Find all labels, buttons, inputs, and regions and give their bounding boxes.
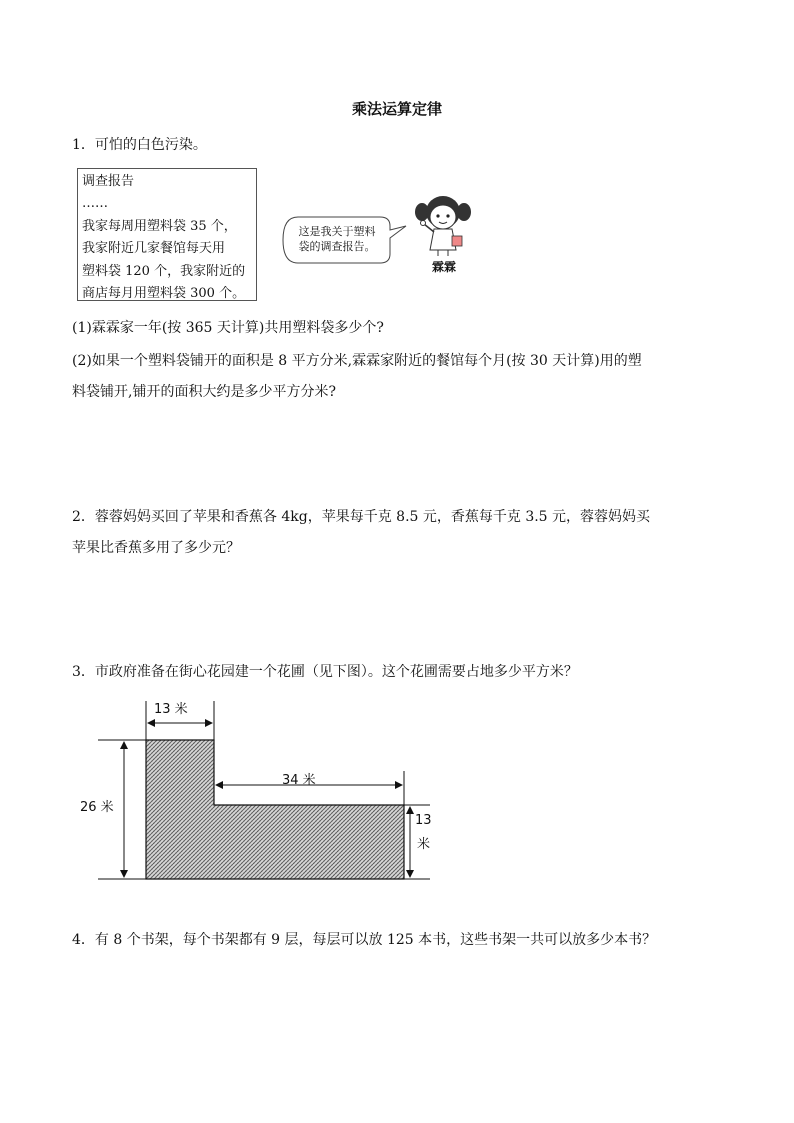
q1-sub2-line2: 料袋铺开,铺开的面积大约是多少平方分米? [72, 384, 336, 400]
dim-label-left: 26 米 [80, 800, 114, 815]
character-name: 霖霖 [432, 260, 457, 274]
q4-text: 4．有 8 个书架，每个书架都有 9 层，每层可以放 125 本书，这些书架一共可以放多少本书？ [72, 932, 657, 948]
dim-label-right-number: 13 [415, 813, 432, 828]
report-line-3: 塑料袋 120 个，我家附近的 [82, 263, 246, 279]
page-title: 乘法运算定律 [351, 100, 442, 118]
q1-heading: 1．可怕的白色污染。 [72, 137, 207, 153]
report-line-4: 商店每月用塑料袋 300 个。 [82, 286, 246, 302]
dim-label-middle: 34 米 [282, 773, 316, 788]
q1-sub2-line1: (2)如果一个塑料袋铺开的面积是 8 平方分米,霖霖家附近的餐馆每个月(按 30 天计算)用的塑 [72, 353, 642, 369]
q2-line2: 苹果比香蕉多用了多少元？ [72, 540, 240, 556]
q1-sub1: (1)霖霖家一年(按 365 天计算)共用塑料袋多少个? [72, 320, 384, 336]
survey-report-box [77, 168, 257, 301]
report-title: 调查报告 [82, 174, 135, 189]
garden-diagram [90, 695, 440, 890]
dim-label-top: 13 米 [154, 702, 188, 717]
girl-character-icon [412, 192, 474, 258]
report-dots: …… [82, 196, 108, 212]
report-line-2: 我家附近几家餐馆每天用 [82, 241, 226, 257]
q3-text: 3．市政府准备在街心花园建一个花圃（见下图）。这个花圃需要占地多少平方米？ [72, 664, 578, 680]
bubble-line-2: 袋的调查报告。 [298, 240, 376, 253]
dim-label-right-unit: 米 [417, 837, 431, 852]
report-line-1: 我家每周用塑料袋 35 个， [82, 218, 237, 234]
garden-shape [146, 740, 404, 879]
speech-bubble-text [284, 224, 390, 254]
bubble-line-1: 这是我关于塑料 [298, 225, 376, 238]
q2-line1: 2．蓉蓉妈妈买回了苹果和香蕉各 4kg，苹果每千克 8.5 元，香蕉每千克 3.5 元，蓉蓉妈妈买 [72, 509, 651, 525]
